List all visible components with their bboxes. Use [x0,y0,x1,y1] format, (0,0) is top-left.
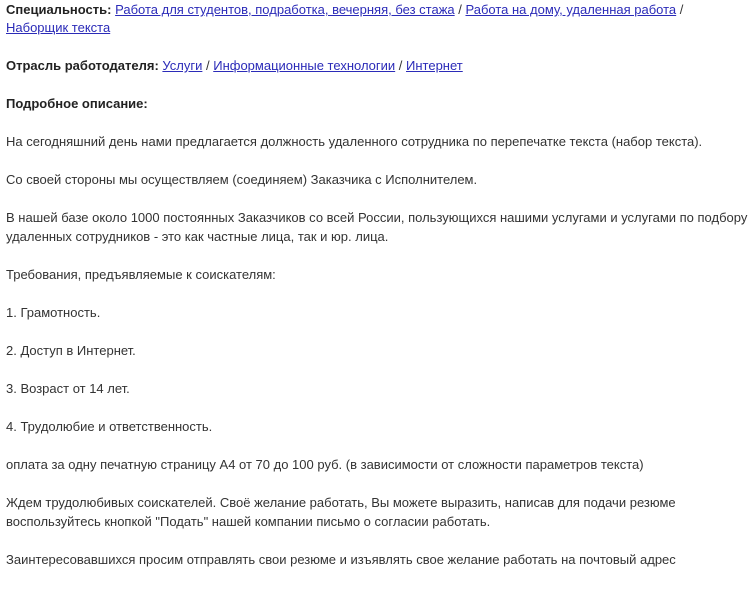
specialty-link-remote[interactable]: Работа на дому, удаленная работа [465,2,677,17]
separator: / [676,2,684,17]
description-heading: Подробное описание: [6,96,148,111]
paragraph-intro: На сегодняшний день нами предлагается должность удаленного сотрудника по перепечатке текста (набор текста). [6,134,703,149]
industry-label: Отрасль работодателя: [6,58,159,73]
requirement-item: 4. Трудолюбие и ответственность. [6,419,213,434]
requirement-item: 1. Грамотность. [6,305,101,320]
paragraph-payment: оплата за одну печатную страницу А4 от 70 до 100 руб. (в зависимости от сложности параметров текста) [6,457,644,472]
paragraph-apply-line-1: Ждем трудолюбивых соискателей. Своё желание работать, Вы можете выразить, написав для подачи резюме [6,495,676,510]
specialty-link-typist[interactable]: Наборщик текста [6,20,111,35]
separator: / [202,58,214,73]
specialty-row-continued [6,19,110,37]
requirement-item: 2. Доступ в Интернет. [6,343,136,358]
separator: / [395,58,407,73]
industry-link-it[interactable]: Информационные технологии [213,58,396,73]
paragraph-requirements: Требования, предъявляемые к соискателям: [6,267,276,282]
industry-row [6,57,463,75]
specialty-row [6,1,683,19]
requirement-item: 3. Возраст от 14 лет. [6,381,130,396]
paragraph-base-line-1: В нашей базе около 1000 постоянных Заказчиков со всей России, пользующихся нашими услугами и услугами по подбору [6,210,748,225]
separator: / [454,2,466,17]
paragraph-base-line-2: удаленных сотрудников - это как частные лица, так и юр. лица. [6,229,389,244]
paragraph-apply-line-2: воспользуйтесь кнопкой "Подать" нашей компании письмо о согласии работать. [6,514,491,529]
specialty-label: Специальность: [6,2,112,17]
industry-link-services[interactable]: Услуги [162,58,203,73]
industry-link-internet[interactable]: Интернет [406,58,463,73]
specialty-link-students[interactable]: Работа для студентов, подработка, вечерняя, без стажа [115,2,455,17]
paragraph-connect: Со своей стороны мы осуществляем (соединяем) Заказчика с Исполнителем. [6,172,478,187]
paragraph-contact: Заинтересовавшихся просим отправлять свои резюме и изъявлять свое желание работать на почтовый адрес [6,552,676,567]
